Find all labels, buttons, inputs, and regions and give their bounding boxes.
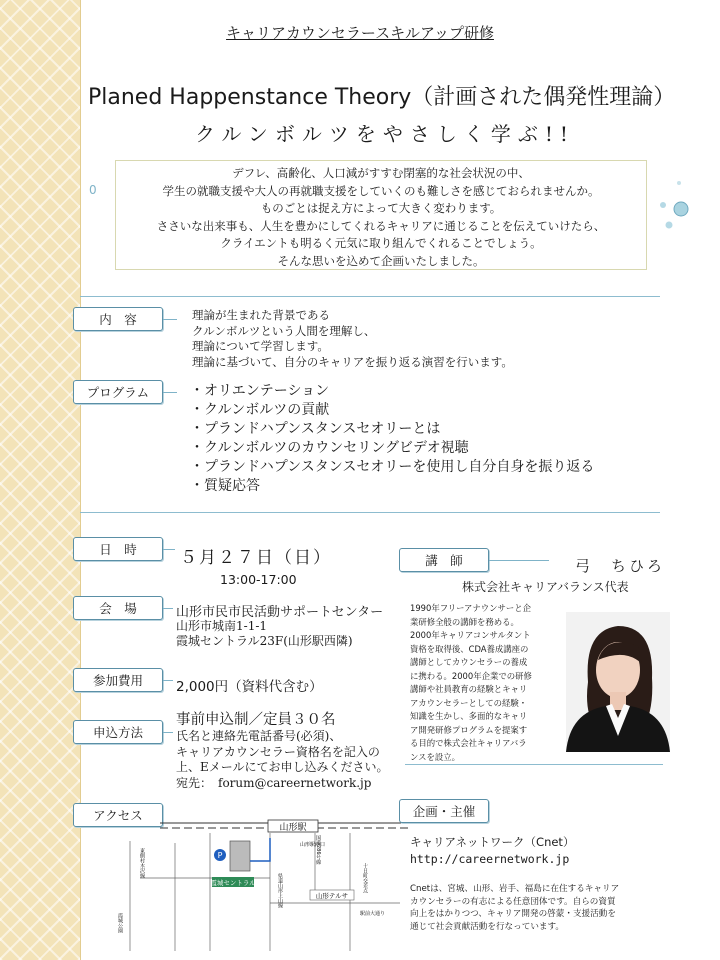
bubble-ornaments <box>655 175 695 255</box>
map-label: 駅前大通り <box>360 911 386 917</box>
map-label: 十日町交差点 <box>362 863 368 893</box>
bio-line: 資格を取得後、CDA養成講座の <box>410 643 529 654</box>
program-item: ・クルンボルツのカウンセリングビデオ視聴 <box>190 440 469 456</box>
event-series-title: キャリアカウンセラースキルアップ研修 <box>226 24 494 42</box>
contact-email[interactable]: 宛先： forum@careernetwork.jp <box>176 775 372 790</box>
bio-line: 講師や社員教育の経験とキャリ <box>410 684 528 694</box>
fee-value: 2,000円（資料代含む） <box>176 679 323 695</box>
venue-address <box>176 619 353 649</box>
intro-line: ささいな出来事も、人生を豊かにしてくれるキャリアに通じることを伝えていけたら、 <box>156 218 606 233</box>
map-label: 山形駅西口 <box>300 842 326 848</box>
label-connector <box>163 608 173 609</box>
content-text <box>192 308 513 370</box>
content-label: 内 容 <box>73 307 163 331</box>
event-date: ５月２７日（日） <box>180 548 332 568</box>
program-item: ・質疑応答 <box>190 478 260 494</box>
intro-line: クライエントも明るく元気に取り組んでくれることでしょう。 <box>220 236 542 250</box>
bio-line: る目的で株式会社キャリアバラ <box>410 738 527 748</box>
apply-label: 申込方法 <box>73 720 163 744</box>
venue-name: 山形市民市民活動サポートセンター <box>176 605 384 620</box>
map-station-label: 山形駅 <box>279 823 307 833</box>
map-parking-label: P <box>217 851 223 860</box>
divider <box>80 512 660 513</box>
main-title: Planed Happenstance Theory（計画された偶発性理論） <box>88 85 676 110</box>
apply-text <box>176 729 389 791</box>
event-time: 13:00-17:00 <box>220 572 297 587</box>
label-connector <box>163 392 177 393</box>
apply-line: 氏名と連絡先電話番号(必須)、 <box>176 729 342 743</box>
bio-line: 業研修全般の講師を務める。 <box>410 616 519 627</box>
map-label: 県道山形上山線 <box>277 873 283 908</box>
apply-line: 上、Eメールにてお申し込みください。 <box>176 760 389 774</box>
bio-line: アカウンセラーとしての経験・ <box>410 697 528 708</box>
subtitle: クルンボルツをやさしく学ぶ!! <box>195 122 575 146</box>
label-connector <box>163 549 175 550</box>
address-line: 山形市城南1-1-1 <box>176 619 268 633</box>
bio-line: 知識を生かし、多面的なキャリ <box>410 711 528 721</box>
content-line: クルンボルツという人間を理解し、 <box>192 323 376 338</box>
lecturer-label: 講 師 <box>399 548 489 572</box>
lecturer-photo <box>566 612 670 752</box>
program-label: プログラム <box>73 380 163 404</box>
divider <box>405 764 663 765</box>
org-desc-line: 向上をはかりつつ、キャリア開発の啓蒙・支援活動を <box>410 909 616 919</box>
organizer-url[interactable]: http://careernetwork.jp <box>410 852 570 866</box>
organizer-label: 企画・主催 <box>399 799 489 823</box>
intro-line: 学生の就職支援や大人の再就職支援をしていくのも難しさを感じておられませんか。 <box>162 183 600 198</box>
bio-line: ア開発研修プログラムを提案す <box>410 724 528 735</box>
apply-heading: 事前申込制／定員３０名 <box>176 712 336 728</box>
access-label: アクセス <box>73 803 163 827</box>
content-line: 理論に基づいて、自分のキャリアを振り返る演習を行います。 <box>192 354 513 369</box>
map-label: 国道286号線 <box>315 835 321 865</box>
program-item: ・プランドハプンスタンスセオリーを使用し自分自身を振り返る <box>190 459 595 475</box>
lecturer-organization: 株式会社キャリアバランス代表 <box>462 580 629 594</box>
bio-line: 講師としてカウンセラーの養成 <box>410 657 528 667</box>
intro-line: デフレ、高齢化、人口減がすすむ閉塞的な社会状況の中、 <box>232 166 530 180</box>
label-connector <box>163 319 177 320</box>
label-connector <box>489 560 549 561</box>
bio-line: 1990年フリーアナウンサーと企 <box>410 603 532 613</box>
lecturer-bio <box>410 602 532 764</box>
bio-line: に携わる。2000年企業での研修 <box>410 670 532 681</box>
map-label: 霞城公園 <box>117 913 123 933</box>
intro-line: そんな思いを込めて企画いたしました。 <box>277 253 485 268</box>
lecturer-name: 弓 ちひろ <box>575 557 666 575</box>
venue-label: 会 場 <box>73 596 163 620</box>
label-connector <box>163 732 173 733</box>
program-list <box>190 382 594 496</box>
bio-line: ンスを設立。 <box>410 751 460 762</box>
organizer-description <box>410 883 619 933</box>
org-desc-line: 通じて社会貢献活動を行なっています。 <box>410 921 565 932</box>
address-line: 霞城セントラル23F(山形駅西隣) <box>176 634 353 648</box>
circle-ornament: 0 <box>89 183 97 197</box>
map-label: 山形テルサ <box>315 892 349 900</box>
program-item: ・クルンボルツの貢献 <box>190 402 330 418</box>
content-line: 理論について学習します。 <box>192 339 329 353</box>
apply-line: キャリアカウンセラー資格名を記入の <box>176 744 380 759</box>
intro-line: ものごとは捉え方によって大きく変わります。 <box>260 201 502 215</box>
map-building-label: 霞城セントラル <box>210 879 256 887</box>
schedule-label: 日 時 <box>73 537 163 561</box>
content-line: 理論が生まれた背景である <box>192 308 330 322</box>
decorative-sidebar <box>0 0 81 960</box>
bio-line: 2000年キャリアコンサルタント <box>410 630 531 640</box>
program-item: ・オリエンテーション <box>190 383 330 399</box>
program-item: ・プランドハプンスタンスセオリーとは <box>190 421 441 437</box>
divider <box>80 296 660 297</box>
map-label: 東側村木沢線 <box>139 848 145 878</box>
org-desc-line: Cnetは、宮城、山形、岩手、福島に在住するキャリア <box>410 884 620 894</box>
intro-box <box>115 160 647 270</box>
fee-label: 参加費用 <box>73 668 163 692</box>
org-desc-line: カウンセラーの有志による任意団体です。自らの資質 <box>410 896 616 907</box>
organizer-name: キャリアネットワーク（Cnet） <box>410 835 575 849</box>
label-connector <box>163 680 173 681</box>
